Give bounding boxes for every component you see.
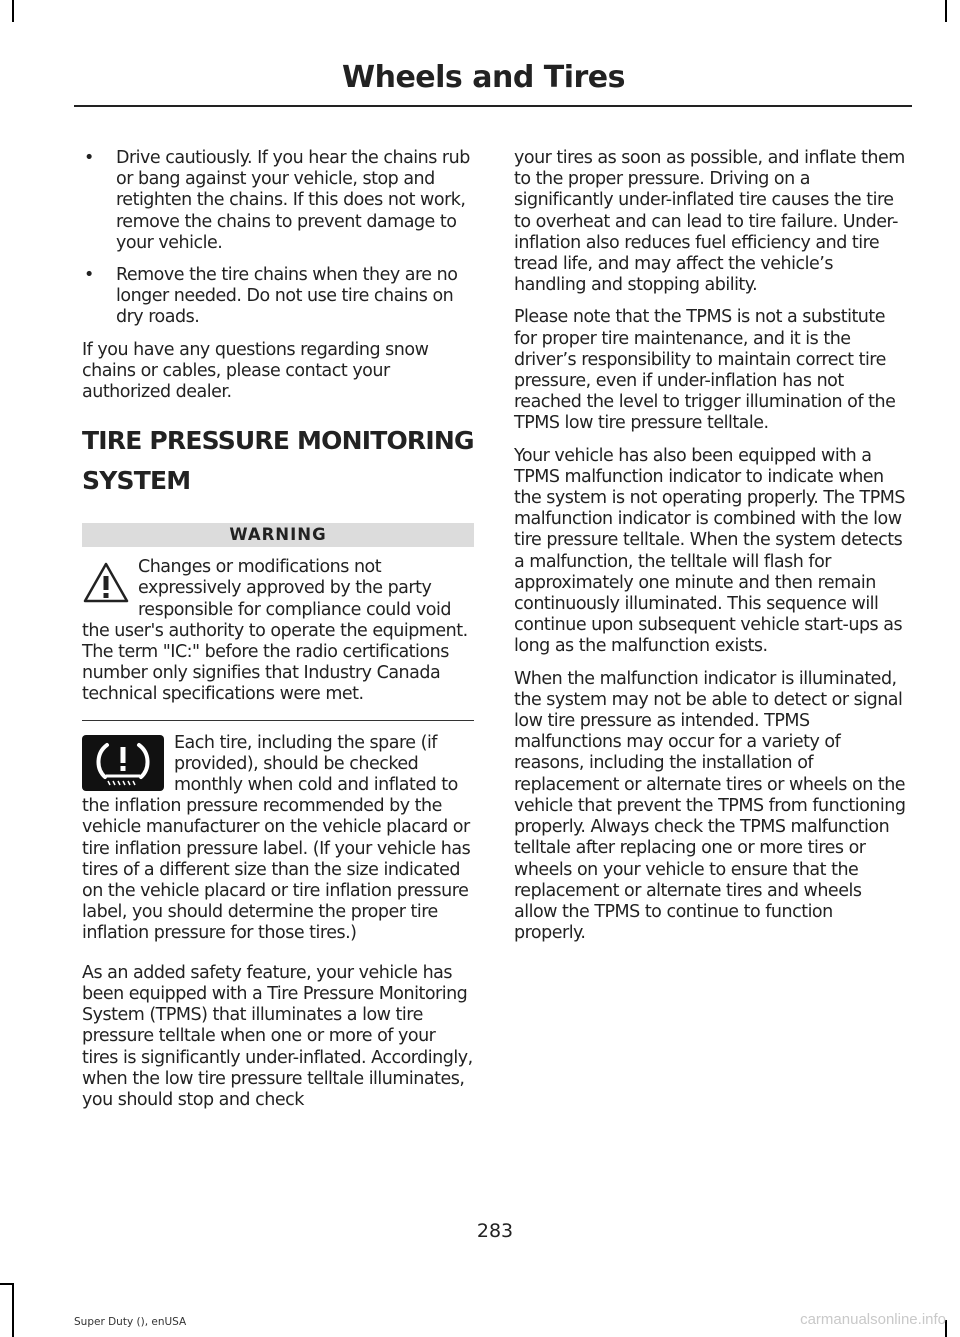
list-item: • Remove the tire chains when they are no longer needed. Do not use tire chains on dry roads. [82,265,474,329]
warning-triangle-icon [82,561,130,605]
watermark: carmanualsonline.info [800,1311,946,1328]
crop-mark-bottom-left [12,1283,14,1337]
warning-text: Changes or modifications not expressively approved by the party responsible for compliance could void the user's authority to operate the equipment. The term "IC:" before the radio certifications number only signifies that Industry Canada technical specifications were met. [82,557,468,705]
right-column [514,148,906,955]
left-column [82,148,474,1122]
paragraph: Please note that the TPMS is not a substitute for proper tire maintenance, and it is the driver’s responsibility to maintain correct tire pressure, even if under-inflation has not reached the level to trigger illumination of the TPMS low tire pressure telltale. [514,307,896,434]
list-item: • Drive cautiously. If you hear the chains rub or bang against your vehicle, stop and retighten the chains. If this does not work, remove the chains to prevent damage to your vehicle. [82,148,474,254]
bullet-list [82,148,474,329]
paragraph: Your vehicle has also been equipped with a TPMS malfunction indicator to indicate when the system is not operating properly. The TPMS malfunction indicator is combined with the low tire pressure telltale. When the system detects a malfunction, the telltale will flash for approximately one minute and then remain continuously illuminated. This sequence will continue upon subsequent vehicle start-ups as long as the malfunction exists. [514,445,905,657]
section-heading: TIRE PRESSURE MONITORING SYSTEM [82,426,474,496]
paragraph: your tires as soon as possible, and inflate them to the proper pressure. Driving on a significantly under-inflated tire causes the tire to overheat and can lead to tire failure. Under-inflation also reduces fuel efficiency and tire tread life, and may affect the vehicle’s handling and stopping ability. [514,148,905,296]
safety-feature-paragraph: As an added safety feature, your vehicle has been equipped with a Tire Pressure Monitoring System (TPMS) that illuminates a low tire pressure telltale when one or more of your tires is significantly under-inflated. Accordingly, when the low tire pressure telltale illuminates, you should stop and check [82,962,473,1110]
warning-label: WARNING [82,523,474,547]
crop-mark-top-left [12,0,14,22]
page-number: 283 [476,1220,514,1242]
paragraph: When the malfunction indicator is illuminated, the system may not be able to detect or signal low tire pressure as intended. TPMS malfunctions may occur for a variety of reasons, including the installation of replacement or alternate tires or wheels on the vehicle that prevent the TPMS from functioning properly. Always check the TPMS malfunction telltale after replacing one or more tires or wheels on your vehicle to ensure that the replacement or alternate tires and wheels allow the TPMS to continue to function properly. [514,668,906,944]
tpms-telltale-icon [82,735,164,791]
header-divider [74,105,912,107]
crop-mark-top-right [945,0,947,22]
tpms-paragraph: Each tire, including the spare (if provided), should be checked monthly when cold and inflated to the inflation pressure recommended by the vehicle manufacturer on the vehicle placard or tire inflation pressure label. (If your vehicle has tires of a different size than the size indicated on the vehicle placard or tire inflation pressure label, you should determine the proper tire inflation pressure for those tires.) [82,732,471,944]
page-title: Wheels and Tires [342,60,625,95]
crop-mark-bottom-left-h [0,1283,14,1285]
warning-block [82,557,474,720]
tpms-block [82,733,474,945]
edition-label: Super Duty (), enUSA [74,1316,187,1328]
questions-paragraph: If you have any questions regarding snow chains or cables, please contact your authorized dealer. [82,339,429,403]
